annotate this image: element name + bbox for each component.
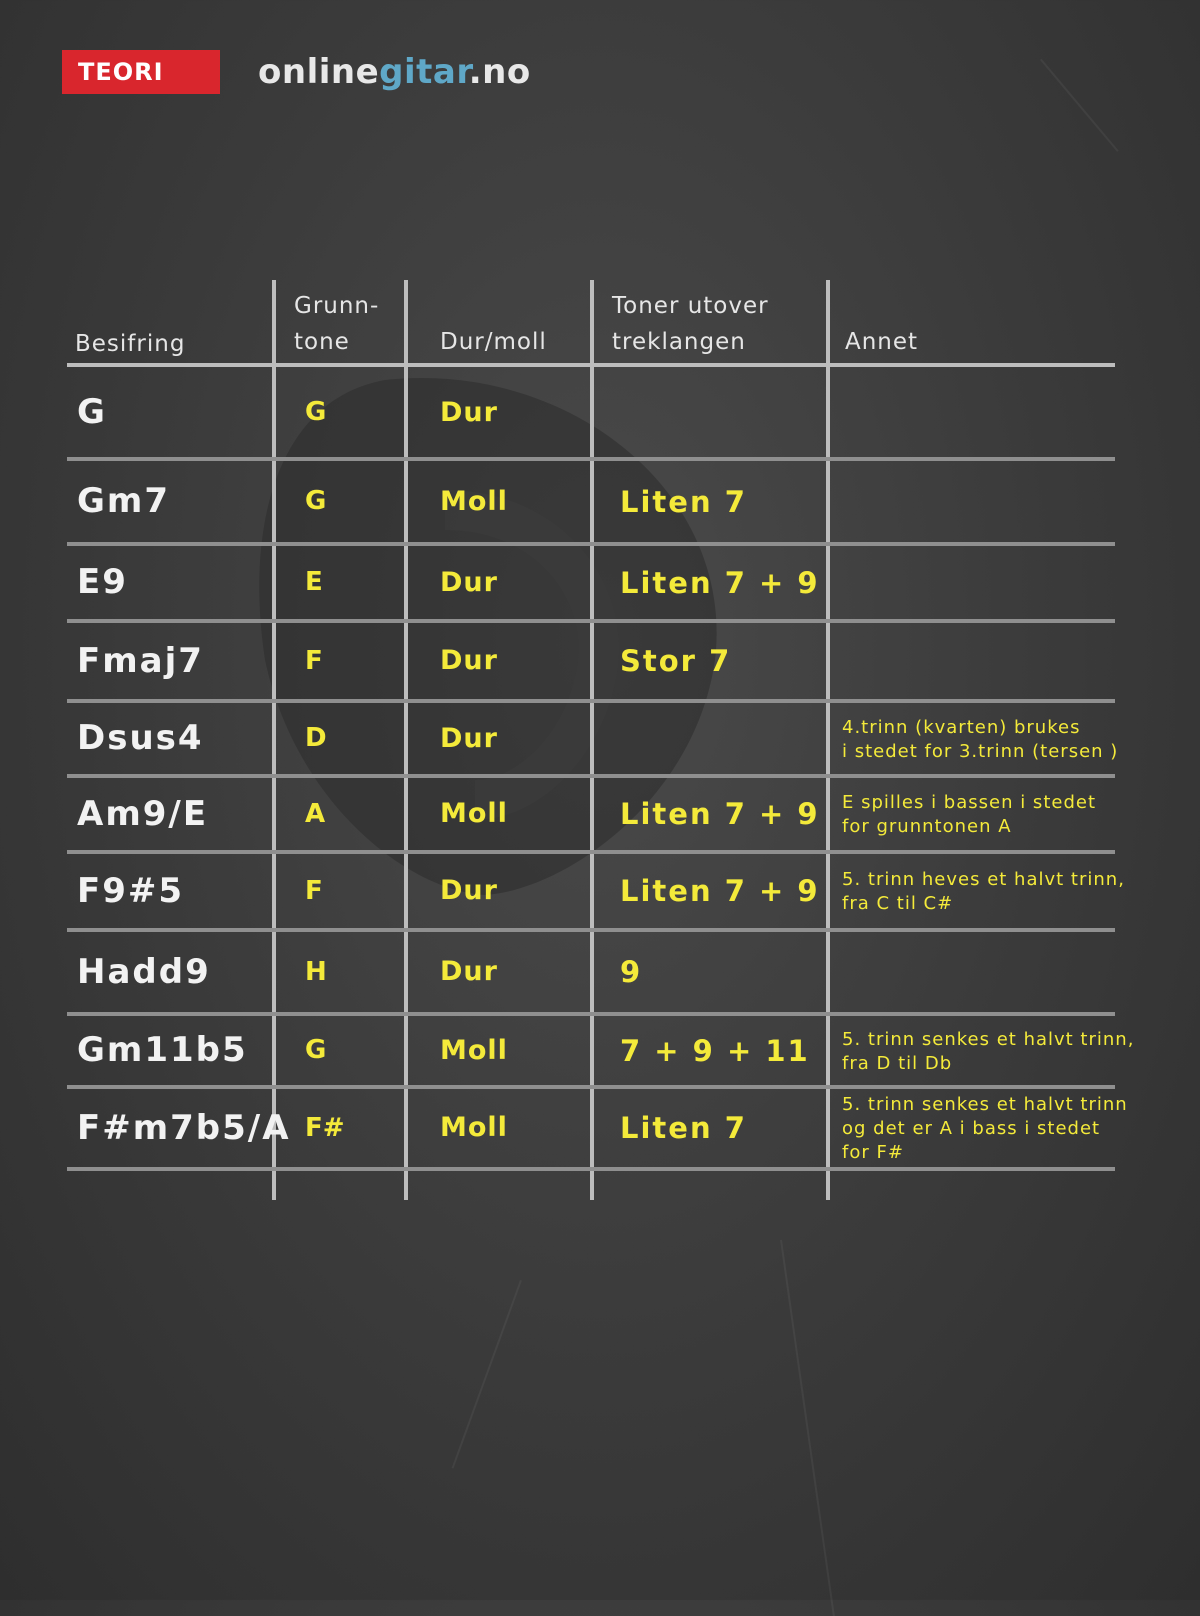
- row-divider: [67, 1167, 1115, 1171]
- root-note: E: [305, 567, 323, 598]
- column-header-grunntone-line2: tone: [294, 329, 350, 355]
- brand-prefix: online: [258, 52, 380, 92]
- row-divider: [67, 1012, 1115, 1016]
- column-header-grunntone-line1: Grunn-: [294, 293, 380, 319]
- extension-tones: Stor 7: [620, 644, 732, 679]
- chord-note: E spilles i bassen i stedet for grunntonen A: [842, 792, 1097, 837]
- root-note: F: [305, 875, 323, 906]
- chord-quality: Dur: [440, 875, 498, 907]
- chord-symbol: Hadd9: [77, 951, 211, 992]
- section-tag: TEORI: [62, 50, 220, 94]
- root-note: G: [305, 1035, 327, 1066]
- extension-tones: Liten 7 + 9: [620, 797, 820, 832]
- root-note: F: [305, 645, 323, 676]
- chord-symbol: E9: [77, 562, 128, 603]
- chord-symbol: Dsus4: [77, 718, 204, 759]
- extension-tones: 7 + 9 + 11: [620, 1033, 810, 1068]
- root-note: G: [305, 486, 327, 517]
- row-divider: [67, 774, 1115, 778]
- chord-quality: Dur: [440, 566, 498, 598]
- chord-symbol: Fmaj7: [77, 640, 204, 681]
- chord-symbol: F9#5: [77, 870, 185, 911]
- chord-quality: Moll: [440, 485, 508, 517]
- extension-tones: Liten 7: [620, 484, 747, 519]
- chord-symbol: G: [77, 392, 107, 433]
- root-note: G: [305, 397, 327, 428]
- brand-suffix: .no: [468, 52, 531, 92]
- column-divider: [404, 280, 408, 1200]
- chord-symbol: F#m7b5/A: [77, 1107, 291, 1148]
- column-header-durmoll: Dur/moll: [440, 329, 547, 355]
- brand-accent: gitar: [379, 52, 469, 92]
- chord-symbol: Gm11b5: [77, 1030, 248, 1071]
- root-note: A: [305, 798, 326, 829]
- chord-symbol: Am9/E: [77, 793, 209, 834]
- brand-logo[interactable]: [258, 50, 531, 94]
- chord-quality: Moll: [440, 1034, 508, 1066]
- chord-quality: Dur: [440, 722, 498, 754]
- row-divider: [67, 850, 1115, 854]
- root-note: D: [305, 723, 327, 754]
- chord-note: 5. trinn heves et halvt trinn, fra C til C#: [842, 869, 1125, 914]
- column-divider: [590, 280, 594, 1200]
- chord-note: 4.trinn (kvarten) brukes i stedet for 3.trinn (tersen ): [842, 716, 1119, 762]
- column-divider: [272, 280, 276, 1200]
- extension-tones: Liten 7 + 9: [620, 565, 820, 600]
- chord-note: 5. trinn senkes et halvt trinn og det er A i bass i stedet for F#: [842, 1094, 1128, 1163]
- column-header-toner-line1: Toner utover: [612, 293, 769, 319]
- row-divider: [67, 928, 1115, 932]
- chord-quality: Moll: [440, 798, 508, 830]
- row-divider: [67, 1085, 1115, 1089]
- extension-tones: Liten 7: [620, 1111, 747, 1146]
- column-header-besifring: Besifring: [75, 331, 186, 357]
- chord-quality: Dur: [440, 396, 498, 428]
- root-note: F#: [305, 1112, 345, 1143]
- chord-quality: Dur: [440, 956, 498, 988]
- row-divider: [67, 542, 1115, 546]
- row-divider: [67, 457, 1115, 461]
- chord-quality: Dur: [440, 645, 498, 677]
- extension-tones: 9: [620, 955, 643, 990]
- row-divider: [67, 699, 1115, 703]
- chord-symbol: Gm7: [77, 481, 170, 522]
- extension-tones: Liten 7 + 9: [620, 874, 820, 909]
- chord-quality: Moll: [440, 1112, 508, 1144]
- column-header-toner-line2: treklangen: [612, 329, 746, 355]
- chalk-smudge: [780, 1240, 835, 1616]
- column-header-annet: Annet: [845, 329, 919, 355]
- row-divider: [67, 619, 1115, 623]
- chord-note: 5. trinn senkes et halvt trinn, fra D til Db: [842, 1028, 1135, 1074]
- chalk-smudge: [1040, 59, 1119, 152]
- chalk-smudge: [452, 1280, 522, 1469]
- root-note: H: [305, 956, 327, 987]
- column-divider: [826, 280, 830, 1200]
